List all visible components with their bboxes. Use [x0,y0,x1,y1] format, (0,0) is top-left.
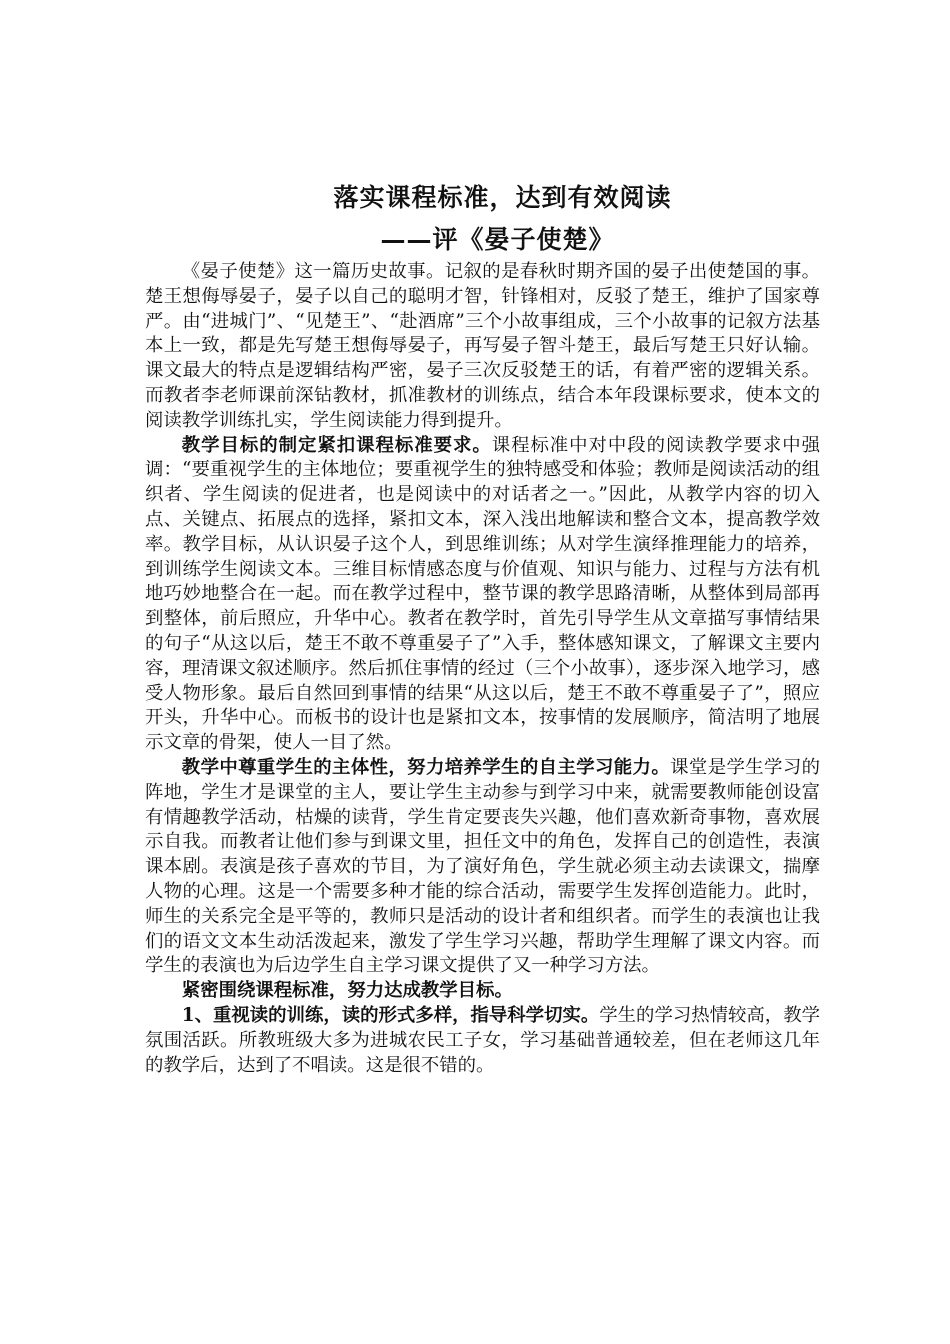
paragraph-heading: 教学目标的制定紧扣课程标准要求。 [181,434,492,456]
paragraph-teaching-goals [145,434,820,756]
paragraph-heading: 紧密围绕课程标准，努力达成教学目标。 [181,980,513,1002]
paragraph-text: 学生的学习热情较高，教学氛围活跃。所教班级大多为进城农民工子女，学习基础普通较差，但在老师这几年的教学后，达到了不唱读。这是很不错的。 [145,1004,820,1076]
paragraph-intro [145,260,820,434]
paragraph-heading: 教学中尊重学生的主体性，努力培养学生的自主学习能力。 [181,756,671,778]
paragraph-student-subject [145,756,820,979]
paragraph-reading-training [145,1004,820,1078]
paragraph-text: 课程标准中对中段的阅读教学要求中强调：“要重视学生的主体地位；要重视学生的独特感受和体验；教师是阅读活动的组织者、学生阅读的促进者，也是阅读中的对话者之一。”因此，从教学内容的切入点、关键点、拓展点的选择，紧扣文本，深入浅出地解读和整合文本，提高教学效率。教学目标，从认识晏子这个人，到思维训练；从对学生演绎推理能力的培养，到训练学生阅读文本。三维目标情感态度与价值观、知识与能力、过程与方法有机地巧妙地整合在一起。而在教学过程中，整节课的教学思路清晰，从整体到局部再到整体，前后照应，升华中心。教者在教学时，首先引导学生从文章描写事情结果的句子“从这以后，楚王不敢不尊重晏子了”入手，整体感知课文，了解课文主要内容，理清课文叙述顺序。然后抓住事情的经过（三个小故事），逐步深入地学习，感受人物形象。最后自然回到事情的结果“从这以后，楚王不敢不尊重晏子了”，照应开头，升华中心。而板书的设计也是紧扣文本，按事情的发展顺序，简洁明了地展示文章的骨架，使人一目了然。 [145,434,820,754]
document-title: 落实课程标准，达到有效阅读 [333,183,672,212]
paragraph-heading: 1、重视读的训练，读的形式多样，指导科学切实。 [181,1004,600,1026]
paragraph-text: 课堂是学生学习的阵地，学生才是课堂的主人，要让学生主动参与到学习中来，就需要教师能创设富有情趣教学活动，枯燥的读背，学生肯定要丧失兴趣，他们喜欢新奇事物，喜欢展示自我。而教者让他们参与到课文里，担任文中的角色，发挥自己的创造性，表演课本剧。表演是孩子喜欢的节目，为了演好角色，学生就必须主动去读课文，揣摩人物的心理。这是一个需要多种才能的综合活动，需要学生发挥创造能力。此时，师生的关系完全是平等的，教师只是活动的设计者和组织者。而学生的表演也让我们的语文文本生动活泼起来，激发了学生学习兴趣，帮助学生理解了课文内容。而学生的表演也为后边学生自主学习课文提供了又一种学习方法。 [145,756,820,977]
document-subtitle: ——评《晏子使楚》 [380,225,615,254]
paragraph-course-standards [145,979,820,1004]
paragraph-text: 《晏子使楚》这一篇历史故事。记叙的是春秋时期齐国的晏子出使楚国的事。楚王想侮辱晏子，晏子以自己的聪明才智，针锋相对，反驳了楚王，维护了国家尊严。由“进城门”、“见楚王”、“赴酒席”三个小故事组成，三个小故事的记叙方法基本上一致，都是先写楚王想侮辱晏子，再写晏子智斗楚王，最后写楚王只好认输。课文最大的特点是逻辑结构严密，晏子三次反驳楚王的话，有着严密的逻辑关系。而教者李老师课前深钻教材，抓准教材的训练点，结合本年段课标要求，使本文的阅读教学训练扎实，学生阅读能力得到提升。 [145,261,820,431]
document-page [145,176,820,1078]
